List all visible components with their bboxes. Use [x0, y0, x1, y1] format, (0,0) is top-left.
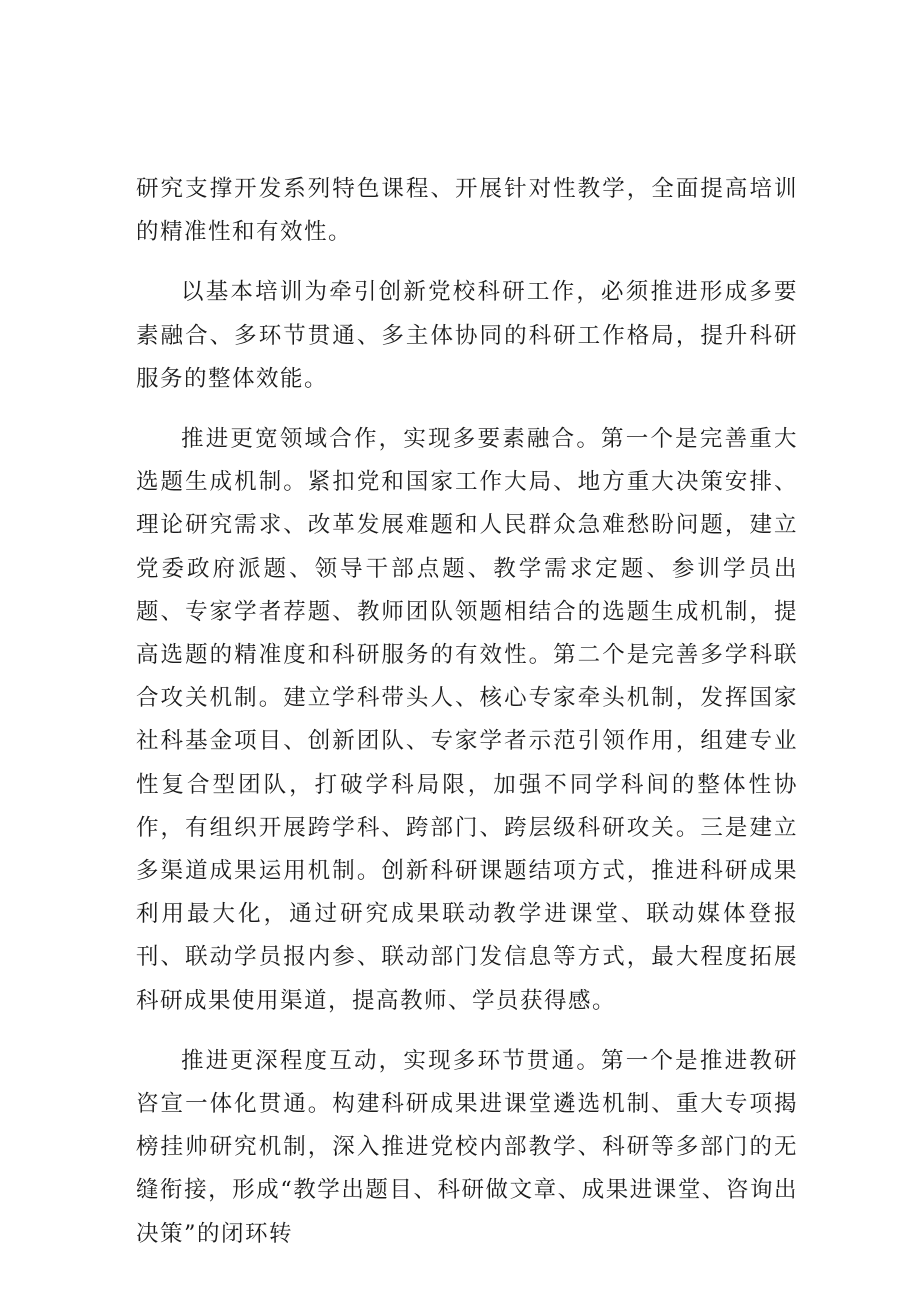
paragraph-1: 研究支撑开发系列特色课程、开展针对性教学，全面提高培训的精准性和有效性。: [136, 176, 798, 246]
paragraph-3: 推进更宽领域合作，实现多要素融合。第一个是完善重大选题生成机制。紧扣党和国家工作大局、地方重大决策安排、理论研究需求、改革发展难题和人民群众急难愁盼问题，建立党委政府派题、领导干部点题、教学需求定题、参训学员出题、专家学者荐题、教师团队领题相结合的选题生成机制，提高选题的精准度和科研服务的有效性。第二个是完善多学科联合攻关机制。建立学科带头人、核心专家牵头机制，发挥国家社科基金项目、创新团队、专家学者示范引领作用，组建专业性复合型团队，打破学科局限，加强不同学科间的整体性协作，有组织开展跨学科、跨部门、跨层级科研攻关。三是建立多渠道成果运用机制。创新科研课题结项方式，推进科研成果利用最大化，通过研究成果联动教学进课堂、联动媒体登报刊、联动学员报内参、联动部门发信息等方式，最大程度拓展科研成果使用渠道，提高教师、学员获得感。: [136, 426, 798, 1014]
document-body: [136, 168, 798, 1273]
paragraph-4: 推进更深程度互动，实现多环节贯通。第一个是推进教研咨宣一体化贯通。构建科研成果进课堂遴选机制、重大专项揭榜挂帅研究机制，深入推进党校内部教学、科研等多部门的无缝衔接，形成“教学出题目、科研做文章、成果进课堂、咨询出决策”的闭环转: [136, 1047, 798, 1247]
paragraph-2: 以基本培训为牵引创新党校科研工作，必须推进形成多要素融合、多环节贯通、多主体协同的科研工作格局，提升科研服务的整体效能。: [136, 279, 798, 392]
